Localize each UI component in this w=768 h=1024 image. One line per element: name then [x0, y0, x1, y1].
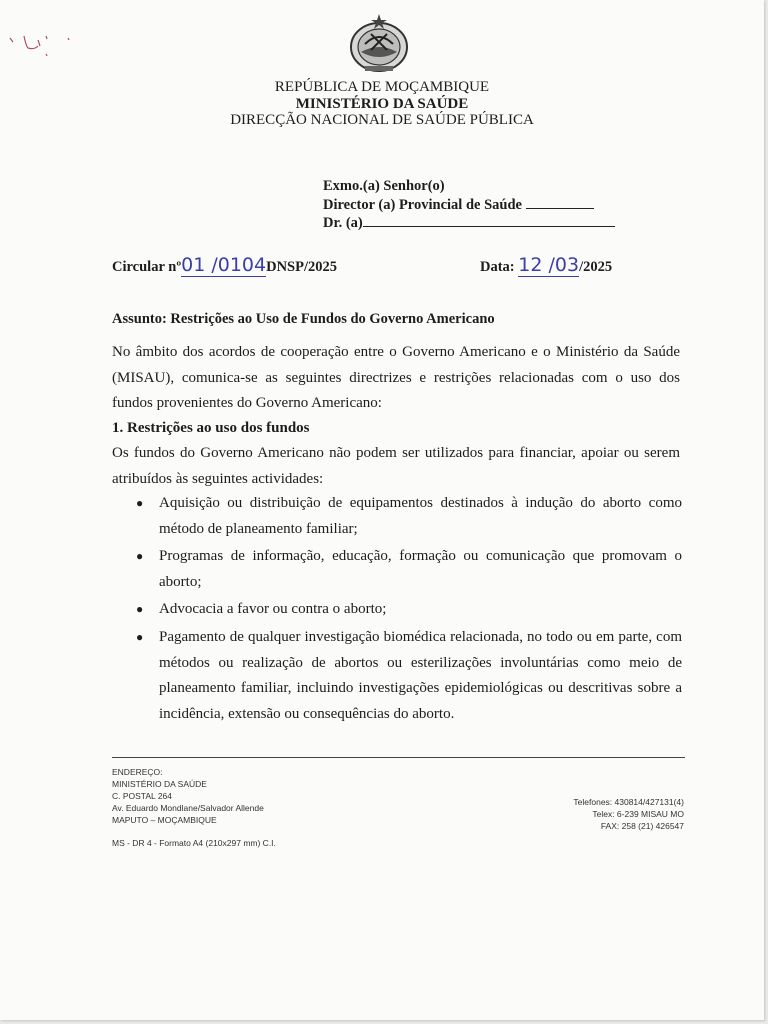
list-item [136, 597, 682, 623]
circular-number [112, 254, 337, 276]
form-code: MS - DR 4 - Formato A4 (210x297 mm) C.I. [112, 838, 276, 848]
bullet-icon: ● [136, 496, 144, 510]
intro-paragraph: No âmbito dos acordos de cooperação entre o Governo Americano e o Ministério da Saúde (MISAU), comunica-se as seguintes directrizes e restrições relacionadas com o uso dos fundos provenientes do Governo Americano: [112, 344, 680, 411]
footer-address-line: ENDEREÇO: [112, 767, 163, 777]
section-title: 1. Restrições ao uso dos fundos [112, 420, 310, 436]
blank-line [363, 214, 615, 227]
restrictions-list [136, 491, 682, 729]
subject-line: Assunto: Restrições ao Uso de Fundos do Governo Americano [112, 311, 495, 327]
circular-suffix: DNSP/2025 [266, 259, 337, 275]
bullet-icon: ● [136, 629, 144, 644]
footer-address-line: MAPUTO – MOÇAMBIQUE [112, 815, 217, 825]
footer-address-line: Av. Eduardo Mondlane/Salvador Allende [112, 803, 264, 813]
date-handwritten: 12 /03 [518, 254, 580, 276]
list-item-text: Pagamento de qualquer investigação biomédica relacionada, no todo ou em parte, com métodos ou realização de abortos ou esterilizações involuntárias como meio de planeamento familiar, incluindo investigações epidemiológicas ou descritivas sobre a incidência, extensão ou consequências do aborto. [159, 628, 682, 722]
addressee-salutation: Exmo.(a) Senhor(o) [323, 178, 445, 194]
footer-contact-line: Telex: 6-239 MISAU MO [592, 809, 684, 819]
addressee-block [323, 178, 615, 233]
date-year: /2025 [579, 259, 613, 275]
directorate-title: DIRECÇÃO NACIONAL DE SAÚDE PÚBLICA [230, 112, 534, 128]
addressee-role [323, 196, 615, 215]
ministry-title: MINISTÉRIO DA SAÚDE [295, 96, 469, 112]
section-paragraph: Os fundos do Governo Americano não podem ser utilizados para financiar, apoiar ou serem atribuídos às seguintes actividades: [112, 445, 680, 487]
addressee-name [323, 214, 615, 233]
bullet-icon: ● [136, 549, 144, 564]
circular-number-handwritten: 01 /0104 [181, 254, 267, 276]
circular-date [480, 254, 612, 276]
coat-of-arms-emblem [343, 10, 415, 76]
country-title: REPÚBLICA DE MOÇAMBIQUE [274, 79, 490, 95]
date-label: Data: [480, 259, 515, 275]
addressee-name-label: Dr. (a) [323, 215, 363, 231]
circular-label: Circular nº [112, 259, 182, 275]
bullet-icon: ● [136, 602, 144, 617]
list-item [136, 625, 682, 727]
footer-address [112, 766, 264, 826]
footer-contact-line: Telefones: 430814/427131(4) [573, 797, 684, 807]
blank-line [526, 196, 594, 209]
list-item [136, 544, 682, 595]
list-item [136, 491, 682, 542]
addressee-role-text: Director (a) Provincial de Saúde [323, 196, 522, 213]
footer-address-line: C. POSTAL 264 [112, 791, 172, 801]
handwritten-mark [6, 30, 86, 70]
footer-contacts [573, 796, 684, 832]
footer-divider [112, 757, 685, 758]
footer-address-line: MINISTÉRIO DA SAÚDE [112, 779, 207, 789]
footer-contact-line: FAX: 258 (21) 426547 [600, 821, 684, 831]
list-item-text: Advocacia a favor ou contra o aborto; [159, 601, 387, 618]
list-item-text: Programas de informação, educação, formação ou comunicação que promovam o aborto; [159, 548, 682, 590]
list-item-text: Aquisição ou distribuição de equipamentos destinados à indução do aborto como método de planeamento familiar; [159, 495, 682, 537]
